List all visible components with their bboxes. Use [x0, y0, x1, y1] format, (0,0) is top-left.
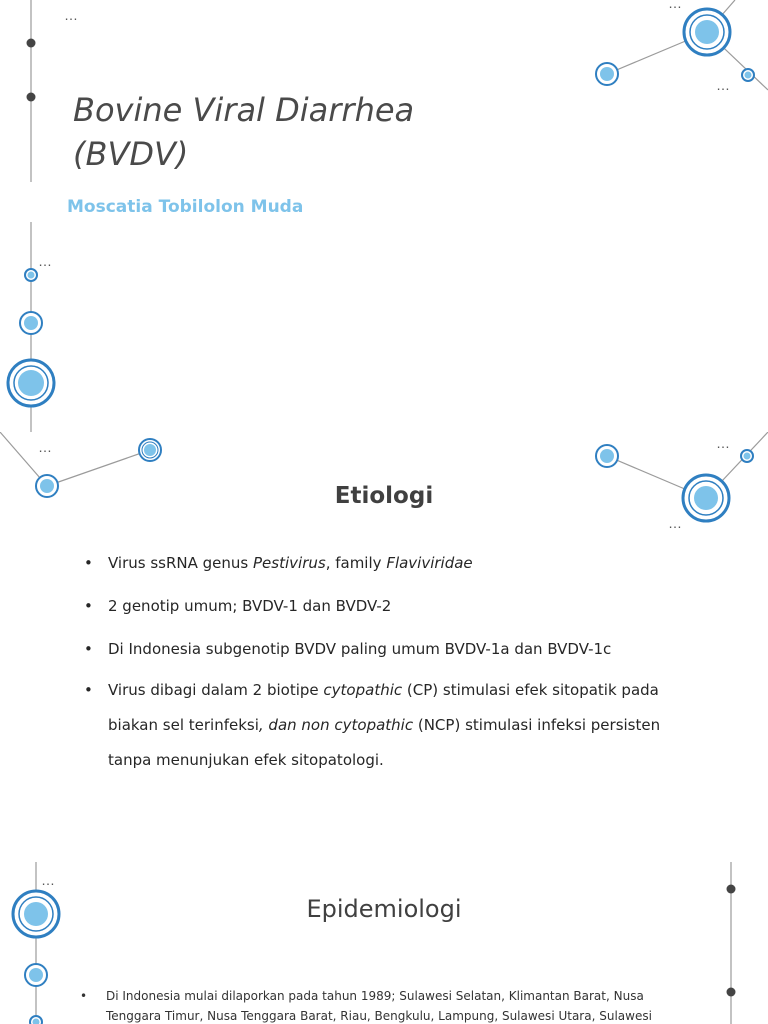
bullet-text: Di Indonesia subgenotip BVDV paling umum BVDV-1a dan BVDV-1c — [108, 640, 612, 658]
node-dot — [727, 885, 736, 894]
title-slide — [0, 0, 768, 432]
epidemiologi-slide — [0, 862, 768, 1024]
ellipsis-mark: … — [38, 253, 52, 269]
bullet-item: • Di Indonesia mulai dilaporkan pada tahun 1989; Sulawesi Selatan, Klimantan Barat, Nusa Tenggara Timur, Nusa Tenggara Barat, Riau, Bengkulu, Lampung, Sulawesi Utara, Sulawesi — [80, 986, 696, 1024]
bullet-text: Virus ssRNA genus — [108, 554, 254, 572]
section-heading: Etiologi — [334, 483, 434, 509]
ellipsis-mark: … — [41, 872, 55, 888]
ellipsis-mark: … — [64, 7, 78, 23]
author-name: Moscatia Tobilolon Muda — [67, 197, 304, 217]
bullet-text: , famil — [325, 554, 373, 572]
node-dot — [27, 93, 36, 102]
title-line-2: (BVDV) — [73, 135, 189, 173]
node-dot — [727, 988, 736, 997]
ellipsis-mark: … — [668, 0, 682, 11]
biotype-term: non cytopathic — [301, 716, 414, 734]
bullet-text: (NCP) stimulasi infeksi persisten tanpa menunjukan efek sitopatologi. — [108, 716, 661, 769]
bullet-list — [84, 552, 684, 778]
title-line-1: Bovine Viral Diarrhea — [73, 91, 415, 129]
ellipsis-mark: … — [716, 77, 730, 93]
slide-title — [73, 88, 523, 176]
genus-name: Pestivirus — [253, 554, 326, 572]
node-dot — [27, 39, 36, 48]
family-name: Flaviviridae — [386, 554, 473, 572]
bullet-item — [84, 595, 684, 638]
bullet-text: Virus dibagi dalam 2 biotipe — [108, 681, 324, 699]
ellipsis-mark: … — [716, 435, 730, 451]
bullet-text: y — [372, 554, 387, 572]
bullet-item — [84, 673, 684, 778]
bullet-item — [84, 552, 684, 595]
etiologi-slide — [0, 432, 768, 862]
bullet-text: (CP) stimulasi efek sitopatik pada biakan sel terinfeksi — [108, 681, 659, 734]
ellipsis-mark: … — [668, 515, 682, 531]
bullet-text: 2 genotip umum; BVDV-1 dan BVDV-2 — [108, 597, 392, 615]
bullet-text: , dan — [258, 716, 302, 734]
ellipsis-mark: … — [38, 439, 52, 455]
section-heading: Epidemiologi — [306, 895, 462, 923]
biotype-term: cytopathic — [323, 681, 403, 699]
